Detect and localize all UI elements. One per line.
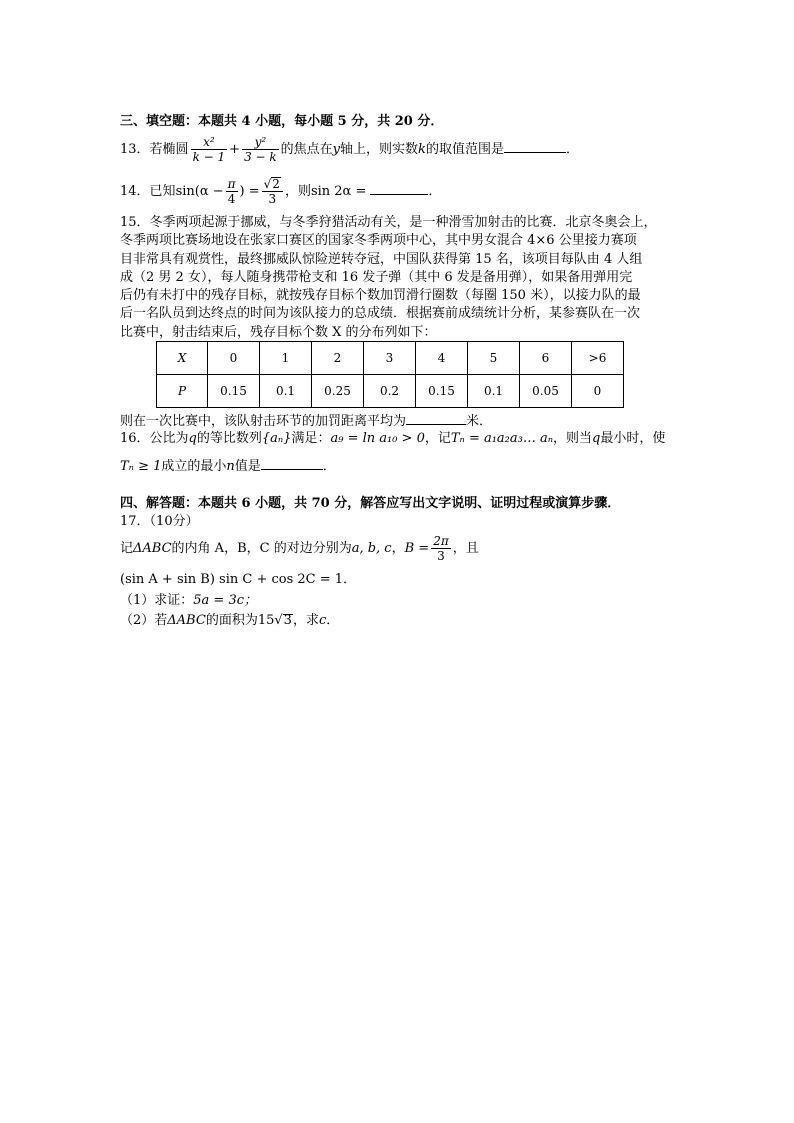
q13-var-k: k [418, 142, 426, 157]
table-cell: 2 [312, 342, 364, 375]
question-16-line-1 [120, 430, 665, 448]
q17-sides: a, b, c [351, 541, 392, 556]
distribution-table [156, 341, 624, 408]
q16-text-c: 满足： [291, 431, 331, 446]
table-cell: 5 [468, 342, 520, 375]
question-16-line-2 [120, 457, 336, 476]
table-cell: 0.15 [416, 375, 468, 408]
q14-then: ，则 [284, 184, 311, 199]
q14-value-fraction [262, 177, 283, 206]
question-14 [120, 175, 441, 209]
q14-prefix: 已知 [149, 184, 176, 199]
q14-value-num: √2 [262, 177, 283, 192]
table-header-p: P [157, 375, 208, 408]
q17-part1-expr: 5a = 3c； [193, 593, 258, 608]
q16-product: Tₙ = a₁a₂a₃… aₙ [450, 431, 554, 446]
table-cell: 0.25 [312, 375, 364, 408]
q17-triangle: ΔABC [133, 541, 172, 556]
q13-end: ． [565, 142, 579, 157]
q17-text-d: ，且 [452, 541, 479, 556]
q17-text-c: ， [391, 541, 405, 556]
q13-var-y: y [332, 142, 341, 157]
q14-number: 14． [120, 184, 150, 199]
q14-answer-blank[interactable] [370, 182, 428, 195]
q15-line-5: 后仍有未打中的残存目标，就按残存目标个数加罚滑行圈数（每圈 150 米），以接力队的最 [120, 288, 641, 304]
q16-text-e: ，则当 [553, 431, 593, 446]
q15-line-6: 后一名队员到达终点的时间为该队接力的总成绩．根据赛前成绩统计分析，某参赛队在一次 [120, 306, 641, 322]
q13-fraction-1 [191, 135, 228, 164]
q13-frac2-den: 3 − k [244, 150, 277, 164]
q16-var-q: q [188, 431, 197, 446]
q17-part1-label: （1）求证： [120, 593, 194, 608]
q17-b-den: 3 [437, 549, 445, 563]
q15-after-table-text: 则在一次比赛中，该队射击环节的加罚距离平均为 [120, 414, 407, 429]
question-15 [120, 214, 660, 342]
table-cell: 0.1 [260, 375, 312, 408]
q16-inequality: Tₙ ≥ 1 [120, 459, 162, 474]
table-cell: 4 [416, 342, 468, 375]
q16-text-g: 成立的最小 [161, 459, 227, 474]
q13-suffix-a: 的焦点在 [280, 142, 333, 157]
q17-part-2 [120, 612, 339, 630]
q14-pi-num: π [227, 177, 236, 191]
q17-part2-var: c [318, 613, 327, 628]
q15-after-table [120, 412, 492, 431]
q16-prefix: 16．公比为 [120, 431, 189, 446]
q17-title: 17．（10分） [120, 514, 199, 529]
section4-heading: 四、解答题：本题共 6 小题，共 70 分，解答应写出文字说明、证明过程或演算步骤． [120, 496, 621, 511]
q15-line-3: 目非常具有观赏性，最终挪威队惊险逆转夺冠，中国队获得第 15 名，该项目每队由 4 人组 [120, 251, 643, 267]
q16-sequence: {aₙ} [261, 431, 292, 446]
q17-part2-triangle: ΔABC [167, 613, 206, 628]
q17-b-eq: B = [404, 541, 430, 556]
q16-answer-blank[interactable] [261, 457, 323, 470]
q13-frac1-num: x² [191, 135, 228, 150]
table-cell: 0.2 [364, 375, 416, 408]
q13-fraction-2 [242, 135, 279, 164]
q17-area-sqrt: √3 [274, 613, 292, 628]
q16-text-b: 的等比数列 [196, 431, 262, 446]
q14-pi-fraction [226, 177, 238, 206]
q13-number: 13． [120, 142, 150, 157]
q15-line-4: 成（2 男 2 女），每人随身携带枪支和 16 发子弹（其中 6 发是备用弹），如果备用弹用完 [120, 269, 633, 285]
q15-line-7: 比赛中，射击结束后，残存目标个数 X 的分布列如下： [120, 324, 437, 340]
q17-b-fraction [431, 534, 451, 563]
section3-heading: 三、填空题：本题共 4 小题，每小题 5 分，共 20 分． [120, 114, 444, 129]
q16-text-d: ，记 [424, 431, 451, 446]
q16-text-h: 值是 [234, 459, 261, 474]
q14-end: ． [428, 184, 442, 199]
table-cell: 0.1 [468, 375, 520, 408]
q15-answer-blank[interactable] [406, 412, 466, 425]
q13-frac2-num: y² [242, 135, 279, 150]
q14-func: sin(α − [175, 184, 224, 199]
table-cell: 1 [260, 342, 312, 375]
q17-part2-label: （2）若 [120, 613, 168, 628]
q15-line-2: 冬季两项比赛场地设在张家口赛区的国家冬季两项中心，其中男女混合 4×6 公里接力赛项 [120, 233, 637, 249]
q14-target: sin 2α = [310, 184, 367, 199]
q14-pi-den: 4 [227, 192, 236, 206]
q17-part2-dot: ． [326, 613, 340, 628]
q14-sqrt-value: 2 [272, 177, 280, 191]
q17-area-coef: 15 [257, 613, 275, 628]
q16-var-q-2: q [592, 431, 601, 446]
table-cell: 3 [364, 342, 416, 375]
table-row-p [157, 375, 624, 408]
q16-var-n: n [226, 459, 235, 474]
q13-frac1-den: k − 1 [192, 150, 226, 164]
q17-part-1 [120, 592, 257, 610]
q17-text-a: 记 [120, 541, 134, 556]
table-cell: 0 [208, 342, 260, 375]
table-row-x [157, 342, 624, 375]
q17-equation: (sin A + sin B) sin C + cos 2C = 1． [120, 572, 357, 587]
q17-part2-mid: 的面积为 [205, 613, 258, 628]
q15-line-1: 15．冬季两项起源于挪威，与冬季狩猎活动有关，是一种滑雪加射击的比赛．北京冬奥会上， [120, 215, 657, 230]
q14-eq: ) = [239, 184, 260, 199]
q13-suffix-c: 的取值范围是 [425, 142, 504, 157]
q16-text-f: 最小时，使 [600, 431, 666, 446]
q17-area-sqrt-value: 3 [283, 613, 292, 628]
question-13 [120, 133, 579, 167]
table-header-x: X [157, 342, 208, 375]
q13-prefix: 若椭圆 [149, 142, 189, 157]
q17-b-num: 2π [433, 534, 449, 548]
q13-plus: + [229, 142, 241, 157]
table-cell: 0 [572, 375, 624, 408]
q15-unit: 米． [466, 414, 493, 429]
q17-part2-end: ，求 [292, 613, 319, 628]
q13-suffix-b: 轴上，则实数 [340, 142, 419, 157]
q13-answer-blank[interactable] [504, 140, 566, 153]
table-cell: 6 [520, 342, 572, 375]
q17-text-b: 的内角 A，B，C 的对边分别为 [171, 541, 352, 556]
table-cell: 0.05 [520, 375, 572, 408]
table-cell: 0.15 [208, 375, 260, 408]
q16-end: ． [322, 459, 336, 474]
q14-value-den: 3 [268, 192, 277, 206]
table-cell: >6 [572, 342, 624, 375]
q17-line-1 [120, 530, 479, 568]
q16-condition: a₉ = ln a₁₀ > 0 [330, 431, 425, 446]
